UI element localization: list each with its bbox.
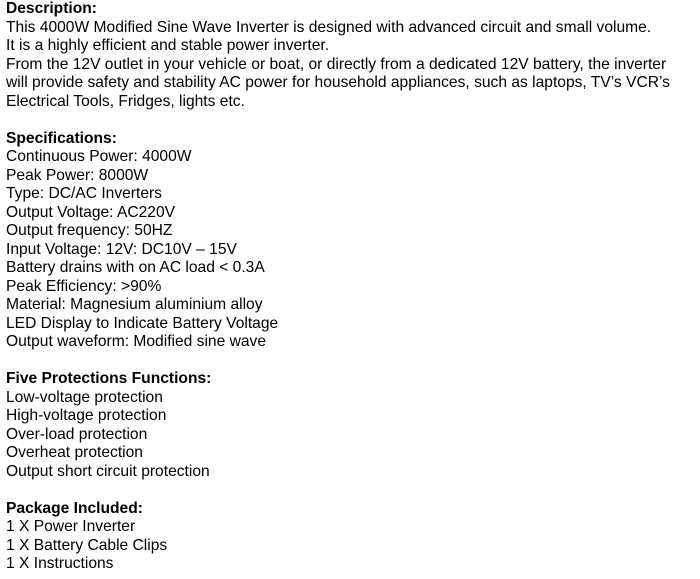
spec-item: Peak Power: 8000W [6, 166, 149, 184]
protections-section [6, 370, 698, 481]
package-heading: Package Included: [6, 499, 143, 517]
spec-item: Peak Efficiency: >90% [6, 277, 162, 295]
description-heading: Description: [6, 0, 97, 17]
package-section [6, 500, 698, 574]
spec-item: Material: Magnesium aluminium alloy [6, 296, 263, 313]
spec-item: Output waveform: Modified sine wave [6, 333, 267, 350]
description-line: will provide safety and stability AC power for household appliances, such as laptops, TV’s VCR’s [6, 74, 670, 91]
spec-item: Output Voltage: AC220V [6, 203, 176, 221]
product-document [6, 0, 698, 574]
package-item: 1 X Instructions [6, 555, 114, 572]
package-item: 1 X Power Inverter [6, 518, 136, 535]
description-line: It is a highly efficient and stable power inverter. [6, 37, 330, 54]
protection-item: Output short circuit protection [6, 462, 210, 480]
protection-item: High-voltage protection [6, 407, 167, 424]
protection-item: Overheat protection [6, 444, 143, 461]
description-line: From the 12V outlet in your vehicle or boat, or directly from a dedicated 12V battery, the inverter [6, 55, 667, 73]
spec-item: LED Display to Indicate Battery Voltage [6, 314, 279, 332]
spec-item: Output frequency: 50HZ [6, 222, 173, 239]
description-section [6, 0, 698, 111]
description-line: This 4000W Modified Sine Wave Inverter is designed with advanced circuit and small volume. [6, 18, 652, 36]
spec-item: Battery drains with on AC load < 0.3A [6, 259, 265, 276]
spec-item: Input Voltage: 12V: DC10V – 15V [6, 240, 237, 258]
protection-item: Over-load protection [6, 425, 148, 443]
spec-item: Type: DC/AC Inverters [6, 185, 162, 202]
specifications-section [6, 130, 698, 352]
protections-heading: Five Protections Functions: [6, 370, 212, 387]
package-item: 1 X Battery Cable Clips [6, 536, 168, 554]
protection-item: Low-voltage protection [6, 388, 163, 406]
description-line: Electrical Tools, Fridges, lights etc. [6, 92, 245, 110]
specifications-heading: Specifications: [6, 129, 117, 147]
spec-item: Continuous Power: 4000W [6, 148, 192, 165]
